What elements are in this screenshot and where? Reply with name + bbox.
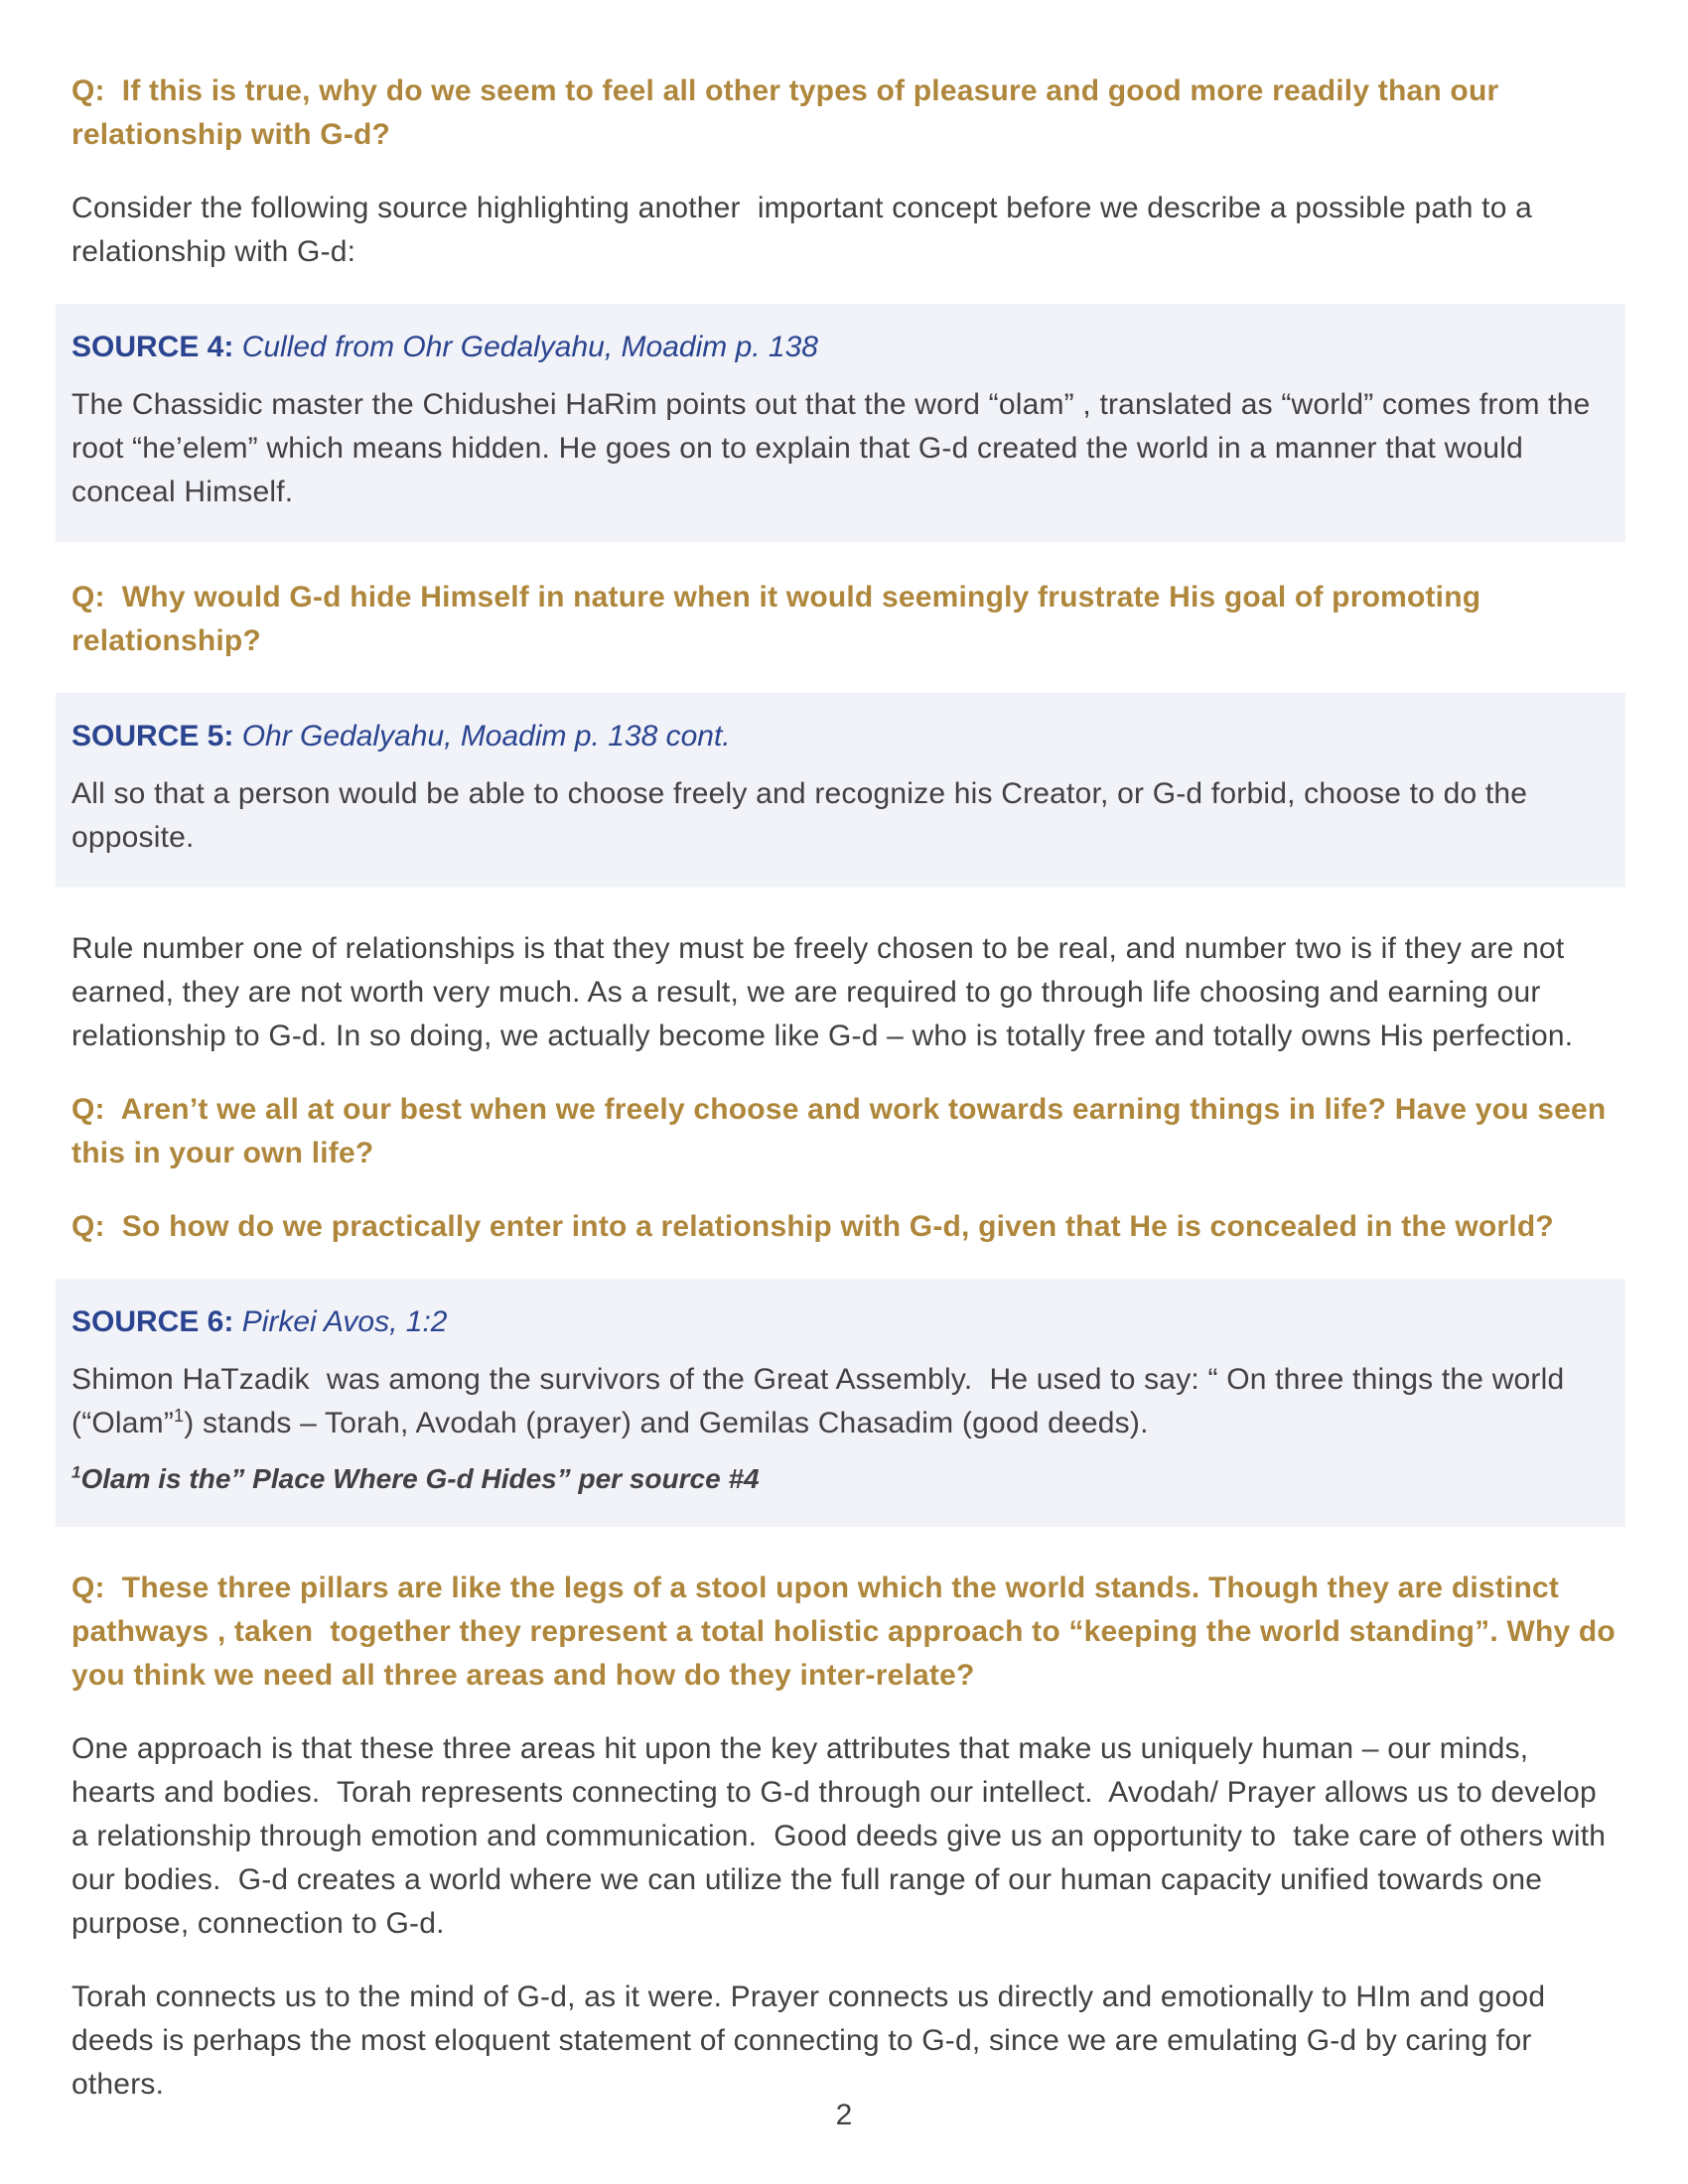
source-6-heading (71, 1302, 1604, 1342)
footnote-number: 1 (71, 1462, 81, 1482)
question-2: Q: Why would G-d hide Himself in nature when it would seemingly frustrate His goal of promoting relationship? (71, 581, 1489, 657)
body-paragraph-4: Torah connects us to the mind of G-d, as it were. Prayer connects us directly and emotionally to HIm and good deeds is perhaps the most eloquent statement of connecting to G-d, since we are emulating G-d by caring for others. (71, 1980, 1554, 2101)
footnote-text: Olam is the” Place Where G-d Hides” per source #4 (80, 1463, 760, 1494)
question-1: Q: If this is true, why do we seem to feel all other types of pleasure and good more readily than our relationship with G-d? (71, 74, 1507, 151)
source-5-heading (71, 717, 1604, 756)
source-5-citation: Ohr Gedalyahu, Moadim p. 138 cont. (233, 720, 731, 752)
question-3: Q: Aren’t we all at our best when we freely choose and work towards earning things in life? Have you seen this in your own life? (71, 1093, 1615, 1169)
source-box-4 (56, 304, 1625, 542)
source-4-label: SOURCE 4: (71, 331, 234, 363)
page-number: 2 (835, 2099, 853, 2131)
body-paragraph-1: Consider the following source highlighting another important concept before we describe a possible path to a relationship with G-d: (71, 192, 1541, 268)
source-6-citation: Pirkei Avos, 1:2 (233, 1305, 448, 1338)
source-5-body: All so that a person would be able to choose freely and recognize his Creator, or G-d forbid, choose to do the opposite. (71, 777, 1536, 854)
footnote-marker: 1 (174, 1406, 185, 1426)
source-4-citation: Culled from Ohr Gedalyahu, Moadim p. 138 (233, 331, 818, 363)
question-5: Q: These three pillars are like the legs of a stool upon which the world stands. Though they are distinct pathways , taken together they represent a total holistic approach to “keeping the world standing”. Why do you think we need all three areas and how do they inter-relate? (71, 1571, 1624, 1692)
body-paragraph-2: Rule number one of relationships is that they must be freely chosen to be real, and number two is if they are not earned, they are not worth very much. As a result, we are required to go through life choosing and earning our relationship to G-d. In so doing, we actually become like G-d – who is totally free and totally owns His perfection. (71, 932, 1574, 1052)
source-box-5 (56, 693, 1625, 887)
source-6-label: SOURCE 6: (71, 1305, 234, 1338)
source-6-footnote (71, 1459, 1604, 1499)
source-6-body-part2: ) stands – Torah, Avodah (prayer) and Gemilas Chasadim (good deeds). (184, 1407, 1149, 1439)
source-5-label: SOURCE 5: (71, 720, 234, 752)
source-6-body-part1: Shimon HaTzadik was among the survivors of the Great Assembly. He used to say: “ On three things the world (“Olam” (71, 1363, 1573, 1439)
source-4-heading (71, 328, 1604, 367)
question-4: Q: So how do we practically enter into a relationship with G-d, given that He is concealed in the world? (71, 1210, 1554, 1243)
source-6-body (71, 1358, 1604, 1445)
source-box-6 (56, 1279, 1625, 1527)
body-paragraph-3: One approach is that these three areas hit upon the key attributes that make us uniquely human – our minds, hearts and bodies. Torah represents connecting to G-d through our intellect. Avodah/ Prayer allows us to develop a relationship through emotion and communication. Good deeds give us an opportunity to take care of others with our bodies. G-d creates a world where we can utilize the full range of our human capacity unified towards one purpose, connection to G-d. (71, 1732, 1615, 1940)
source-4-body: The Chassidic master the Chidushei HaRim points out that the word “olam” , translated as “world” comes from the root “he’elem” which means hidden. He goes on to explain that G-d created the world in a manner that would conceal Himself. (71, 388, 1600, 508)
